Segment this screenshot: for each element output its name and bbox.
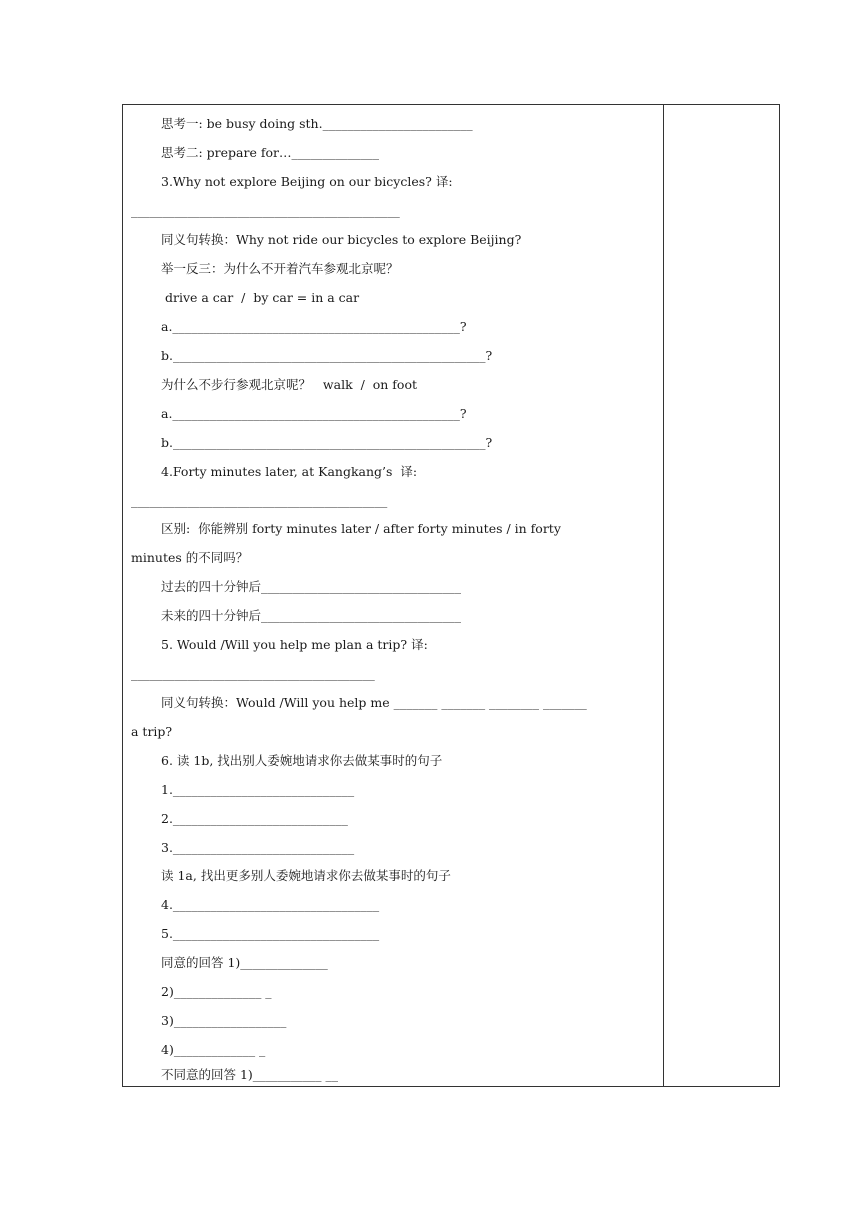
synonym-transform: 同义句转换：Why not ride our bicycles to explore Beijing? (161, 232, 522, 247)
difference-prompt-cont: minutes 的不同吗？ (131, 550, 249, 565)
read-1a-prompt: 读 1a, 找出更多别人委婉地请求你去做某事时的句子 (161, 868, 451, 883)
agree-reply-1: 同意的回答 1)______________ (161, 955, 328, 970)
answer-blank: ___________________________________________ (131, 203, 400, 218)
blank-a: a.______________________________________________? (161, 406, 467, 421)
synonym-transform-2: 同义句转换：Would /Will you help me _______ _______ ________ _______ (161, 695, 587, 710)
blank-4: 4._________________________________ (161, 897, 380, 912)
question-4: 4.Forty minutes later, at Kangkang’s 译: (161, 464, 418, 479)
blank-1: 1._____________________________ (161, 782, 355, 797)
difference-prompt: 区别: 你能辨别 forty minutes later / after forty minutes / in forty (161, 521, 561, 536)
vocab-hint: drive a car / by car = in a car (161, 290, 360, 305)
walk-prompt: 为什么不步行参观北京呢？ walk / on foot (161, 377, 418, 392)
question-5: 5. Would /Will you help me plan a trip? 译: (161, 637, 428, 652)
past-forty-minutes: 过去的四十分钟后________________________________ (161, 579, 462, 594)
synonym-transform-2-cont: a trip? (131, 724, 173, 739)
blank-a: a.______________________________________________? (161, 319, 467, 334)
blank-3: 3._____________________________ (161, 840, 355, 855)
agree-reply-3: 3)__________________ (161, 1013, 287, 1028)
think-one: 思考一: be busy doing sth.________________________ (161, 116, 473, 131)
disagree-reply-1: 不同意的回答 1)___________ __ (161, 1067, 339, 1082)
extension-prompt: 举一反三：为什么不开着汽车参观北京呢？ (161, 261, 399, 276)
worksheet-table (122, 104, 780, 1087)
blank-b: b.__________________________________________________? (161, 348, 493, 363)
column-divider (663, 105, 664, 1086)
future-forty-minutes: 未来的四十分钟后________________________________ (161, 608, 462, 623)
answer-blank: _________________________________________ (131, 493, 388, 508)
agree-reply-2: 2)______________ _ (161, 984, 272, 999)
answer-blank: _______________________________________ (131, 666, 375, 681)
question-6: 6. 读 1b, 找出别人委婉地请求你去做某事时的句子 (161, 753, 443, 768)
question-3: 3.Why not explore Beijing on our bicycles? 译: (161, 174, 453, 189)
blank-b: b.__________________________________________________? (161, 435, 493, 450)
agree-reply-4: 4)_____________ _ (161, 1042, 266, 1057)
think-two: 思考二: prepare for…______________ (161, 145, 379, 160)
blank-2: 2.____________________________ (161, 811, 348, 826)
blank-5: 5._________________________________ (161, 926, 380, 941)
